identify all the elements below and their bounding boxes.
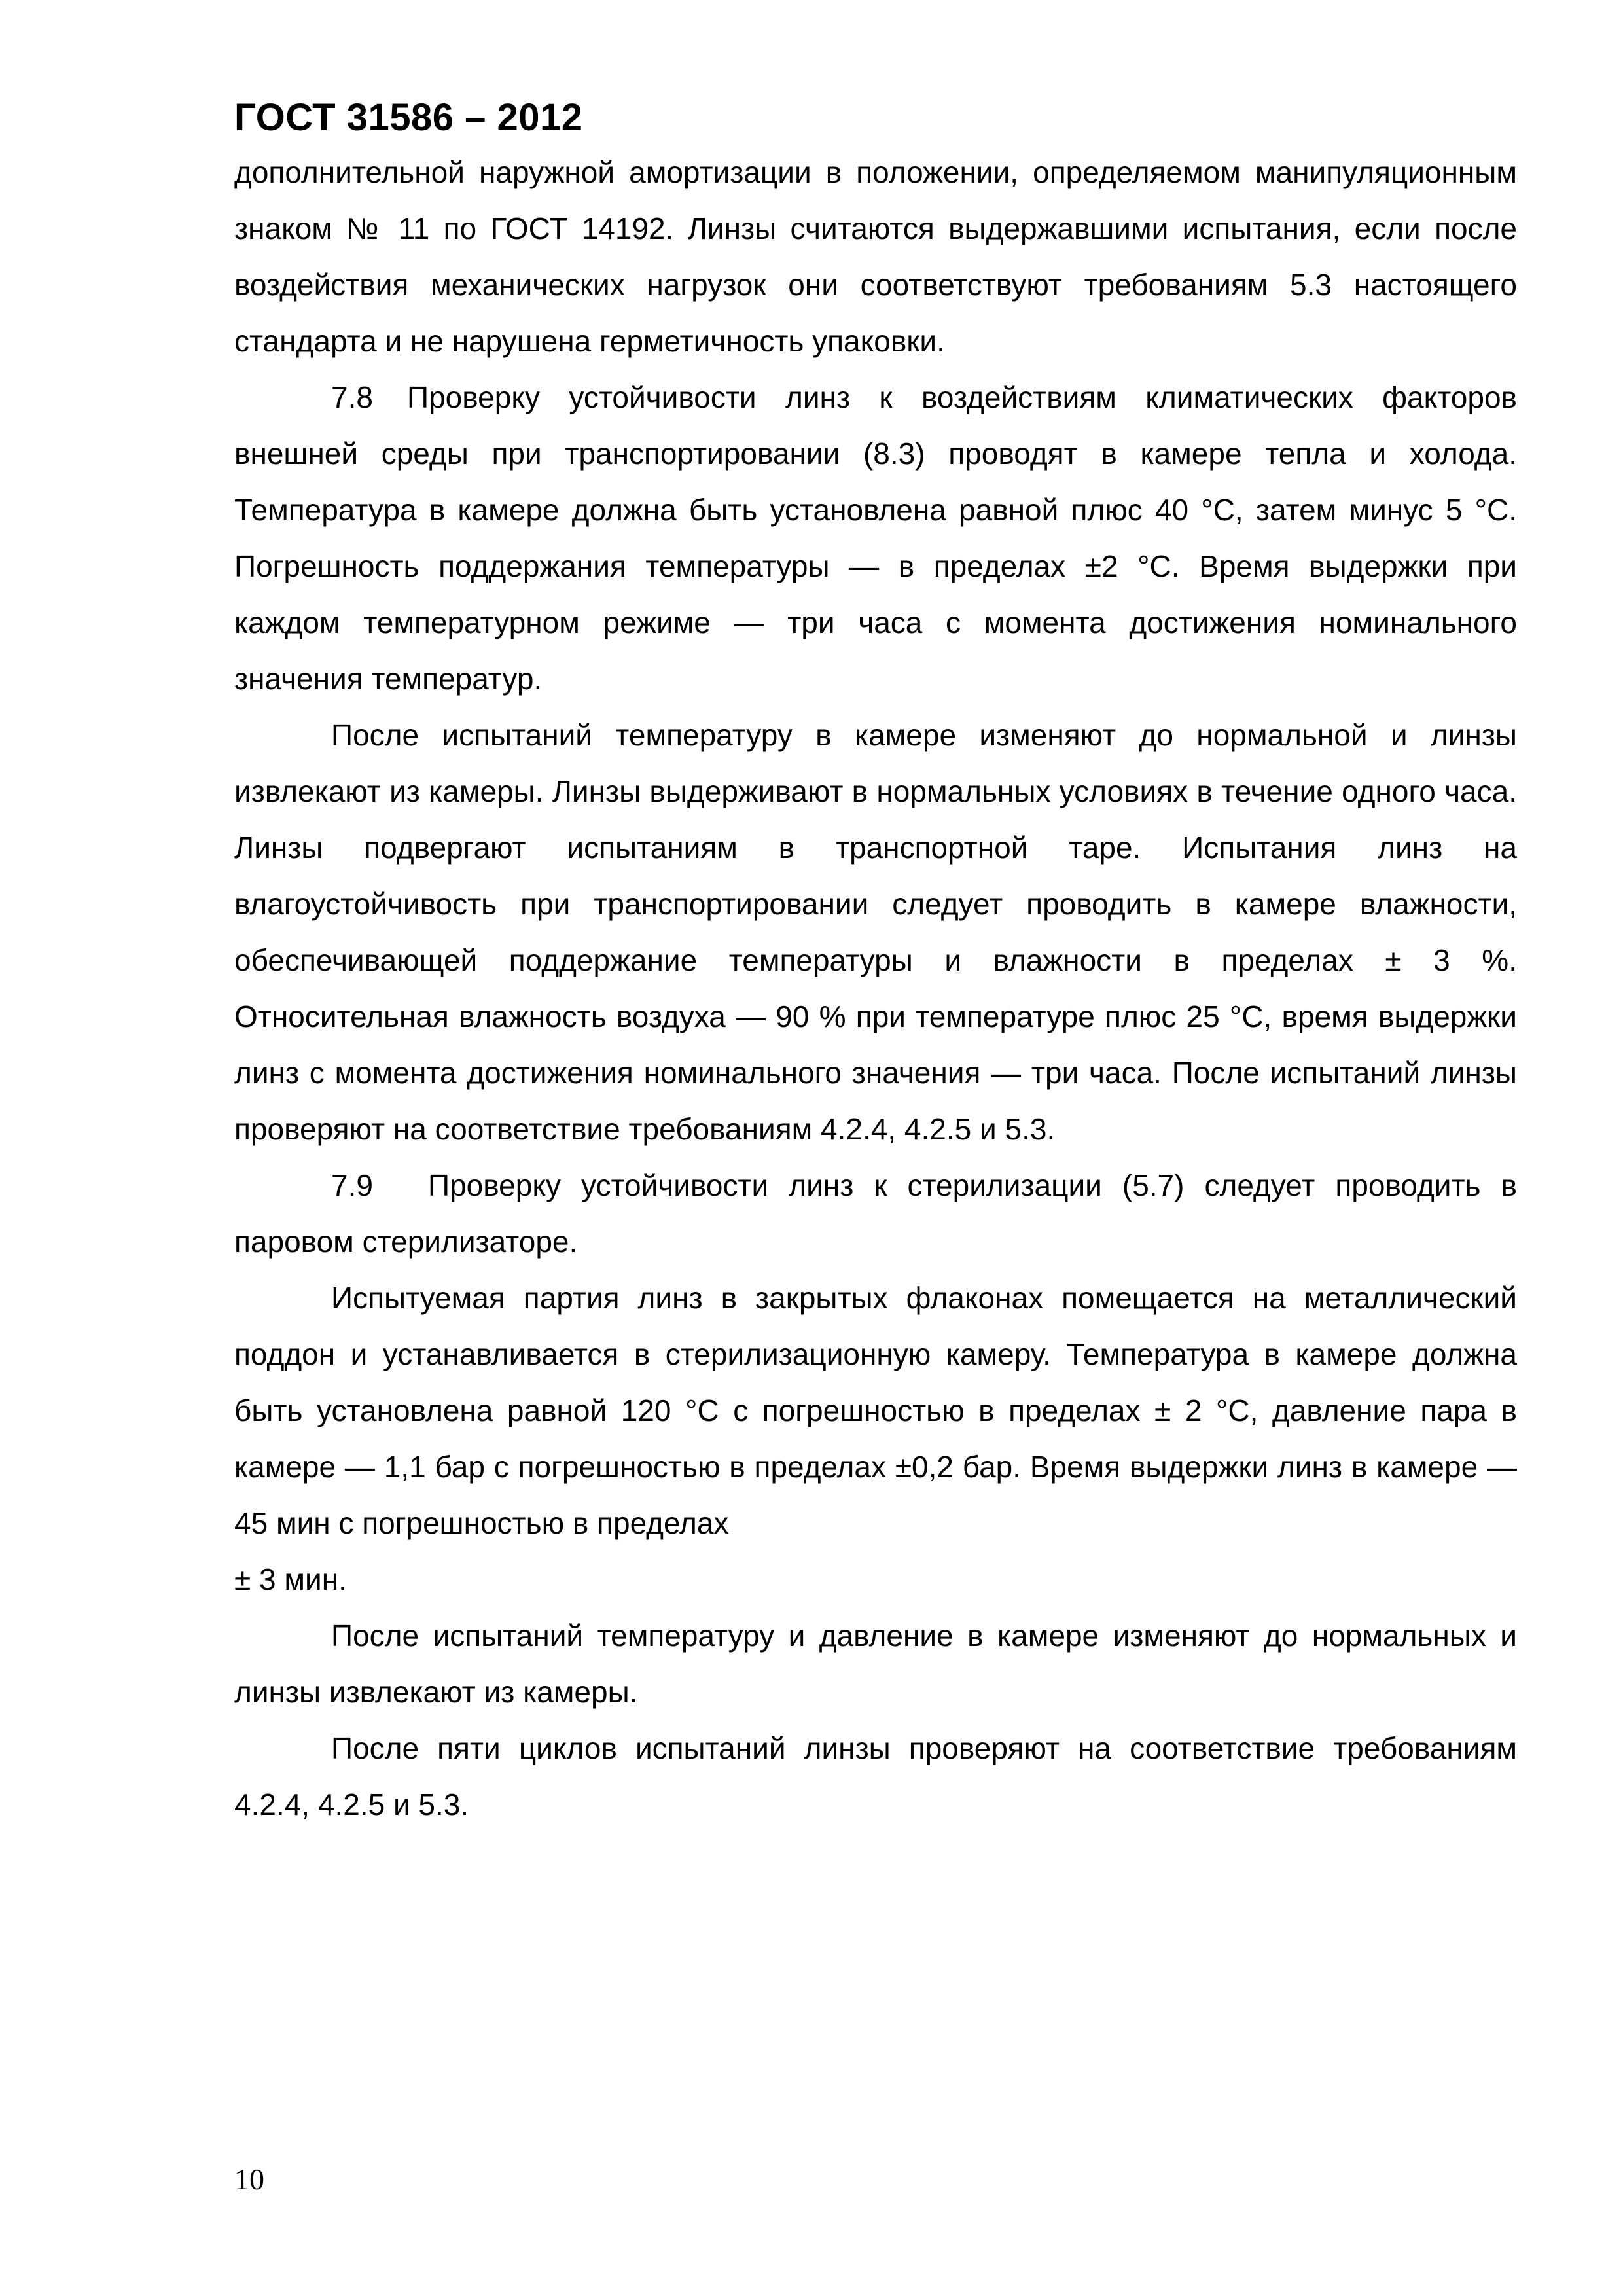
section-number-7-9: 7.9 [331, 1168, 373, 1202]
paragraph-sterilization-procedure: Испытуемая партия линз в закрытых флаконах помещается на металлический поддон и устанавливается в стерилизационную камеру. Температура в камере должна быть установлена равной 120 °С с погрешностью в пределах ± 2 °С, давление пара в камере — 1,1 бар с погрешностью в пределах ±0,2 бар. Время выдержки линз в камере — 45 мин с погрешностью в пределах [234, 1281, 1517, 1540]
paragraph-after-tests: После испытаний температуру в камере изменяют до нормальной и линзы извлекают из камеры. Линзы выдерживают в нормальных условиях в течение одного часа. Линзы подвергают испытаниям в транспортной таре. Испытания линз на влагоустойчивость при транспортировании следует проводить в камере влажности, обеспечивающей поддержание температуры и влажности в пределах ± 3 %. Относительная влажность воздуха — 90 % при температуре плюс 25 °С, время выдержки линз с момента достижения номинального значения — три часа. После испытаний линзы проверяют на соответствие требованиям 4.2.4, 4.2.5 и 5.3. [234, 718, 1517, 1146]
paragraph-after-sterilization: После испытаний температуру и давление в камере изменяют до нормальных и линзы извлекают из камеры. [234, 1619, 1517, 1709]
paragraph-7-9-text: Проверку устойчивости линз к стерилизации (5.7) следует проводить в паровом стерилизаторе. [234, 1168, 1517, 1259]
paragraph-7-8 [234, 369, 1517, 707]
page-number: 10 [234, 2162, 264, 2196]
paragraph-continuation: дополнительной наружной амортизации в положении, определяемом манипуляционным знаком № 11 по ГОСТ 14192. Линзы считаются выдержавшими испытания, если после воздействия механических нагрузок они соответствуют требованиям 5.3 настоящего стандарта и не нарушена герметичность упаковки. [234, 155, 1517, 358]
paragraph-sterilization-tolerance: ± 3 мин. [234, 1562, 347, 1596]
section-number-7-8: 7.8 [331, 380, 373, 414]
paragraph-7-8-text: Проверку устойчивости линз к воздействиям климатических факторов внешней среды при транспортировании (8.3) проводят в камере тепла и холода. Температура в камере должна быть установлена равной плюс 40 °С, затем минус 5 °С. Погрешность поддержания температуры — в пределах ±2 °С. Время выдержки при каждом температурном режиме — три часа с момента достижения номинального значения температур. [234, 380, 1517, 696]
document-header-title: ГОСТ 31586 – 2012 [234, 96, 583, 139]
paragraph-five-cycles: После пяти циклов испытаний линзы проверяют на соответствие требованиям 4.2.4, 4.2.5 и 5.3. [234, 1731, 1517, 1821]
document-body [234, 144, 1517, 1833]
paragraph-7-9 [234, 1157, 1517, 1270]
